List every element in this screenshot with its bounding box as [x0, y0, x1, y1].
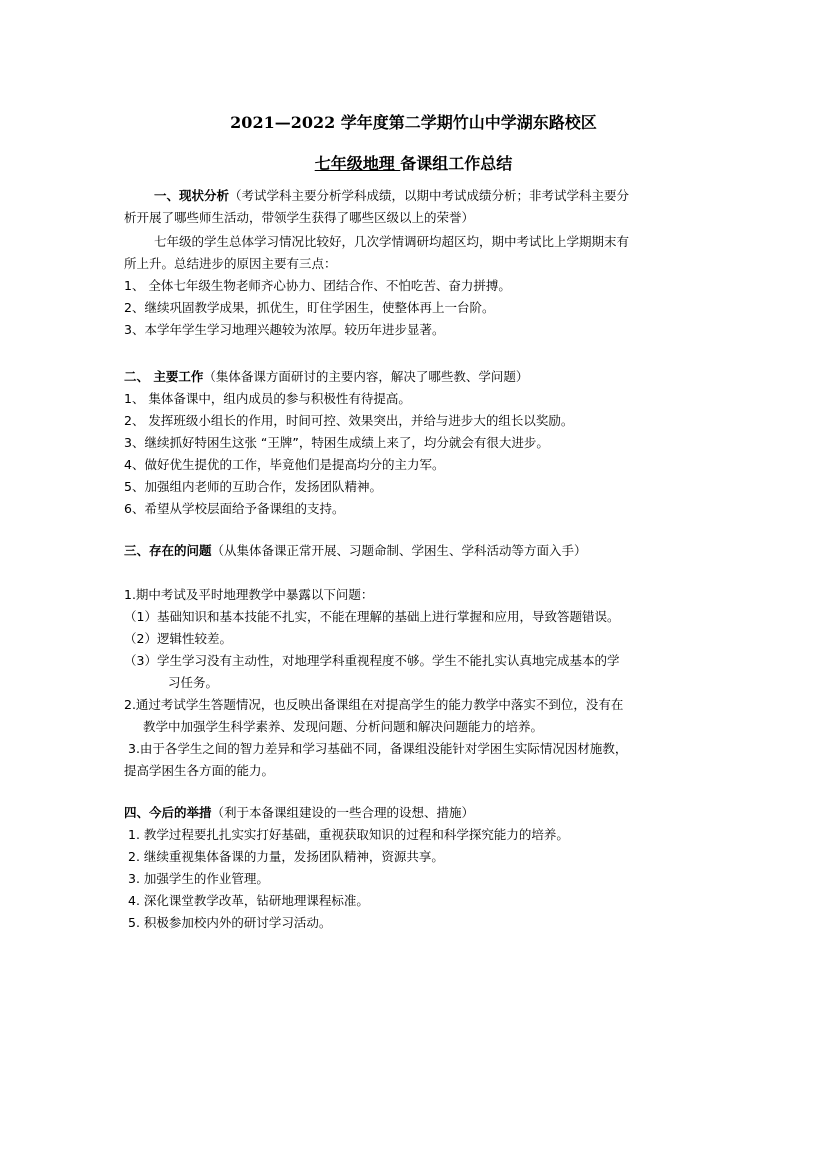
section1-heading: 一、现状分析	[154, 188, 230, 203]
section1-para-1: 七年级的学生总体学习情况比较好，几次学情调研均超区均，期中考试比上学期期末有	[154, 234, 630, 249]
section1-item-3: 3、本学年学生学习地理兴趣较为浓厚。较历年进步显著。	[124, 322, 445, 337]
section2-heading-line	[124, 367, 528, 387]
section3-p1-c-1: （3）学生学习没有主动性，对地理学科重视程度不够。学生不能扎实认真地完成基本的学	[124, 653, 620, 668]
section1-line1	[154, 186, 629, 206]
section3-p1: 1.期中考试及平时地理教学中暴露以下问题：	[124, 587, 374, 602]
section4-note: （利于本备课组建设的一些合理的设想、措施）	[211, 805, 475, 820]
section4-heading-line	[124, 803, 474, 823]
section2-item-6: 6、希望从学校层面给予备课组的支持。	[124, 501, 345, 516]
section3-note: （从集体备课正常开展、习题命制、学困生、学科活动等方面入手）	[211, 543, 587, 558]
section2-item-1: 1、 集体备课中，组内成员的参与积极性有待提高。	[124, 391, 411, 406]
subtitle-underlined: 七年级地理	[314, 154, 401, 173]
section3-p1-a: （1）基础知识和基本技能不扎实，不能在理解的基础上进行掌握和应用，导致答题错误。	[124, 609, 620, 624]
section4-item-2: 2. 继续重视集体备课的力量，发扬团队精神，资源共享。	[128, 849, 444, 864]
document-title: 2021—2022 学年度第二学期竹山中学湖东路校区	[230, 113, 597, 132]
section4-item-3: 3. 加强学生的作业管理。	[128, 871, 269, 886]
section1-para-2: 所上升。总结进步的原因主要有三点：	[124, 256, 337, 271]
section3-p2-2: 教学中加强学生科学素养、发现问题、分析问题和解决问题能力的培养。	[143, 719, 544, 734]
section2-item-3: 3、继续抓好特困生这张 “王牌”，特困生成绩上来了，均分就会有很大进步。	[124, 435, 549, 450]
section4-item-1: 1. 教学过程要扎扎实实打好基础，重视获取知识的过程和科学探究能力的培养。	[128, 827, 569, 842]
document-subtitle	[0, 153, 827, 175]
section2-heading: 二、 主要工作	[124, 369, 204, 384]
section3-p3-1: 3.由于各学生之间的智力差异和学习基础不同，备课组没能针对学困生实际情况因材施教，	[128, 741, 628, 756]
section2-item-4: 4、做好优生提优的工作，毕竟他们是提高均分的主力军。	[124, 457, 445, 472]
section1-note-1: （考试学科主要分析学科成绩，以期中考试成绩分析；非考试学科主要分	[229, 188, 630, 203]
section3-heading: 三、存在的问题	[124, 543, 212, 558]
subtitle-rest: 备课组工作总结	[400, 154, 513, 173]
section3-heading-line	[124, 541, 587, 561]
section3-p3-2: 提高学困生各方面的能力。	[124, 763, 275, 778]
section3-p1-b: （2）逻辑性较差。	[124, 631, 232, 646]
section3-p1-c-2: 习任务。	[168, 675, 219, 690]
section2-item-5: 5、加强组内老师的互助合作，发扬团队精神。	[124, 479, 382, 494]
section4-heading: 四、今后的举措	[124, 805, 212, 820]
section3-p2-1: 2.通过考试学生答题情况，也反映出备课组在对提高学生的能力教学中落实不到位，没有在	[124, 697, 624, 712]
section1-item-2: 2、继续巩固教学成果，抓优生，盯住学困生，使整体再上一台阶。	[124, 300, 495, 315]
section2-note: （集体备课方面研讨的主要内容，解决了哪些教、学问题）	[203, 369, 529, 384]
section2-item-2: 2、 发挥班级小组长的作用，时间可控、效果突出，并给与进步大的组长以奖励。	[124, 413, 574, 428]
section4-item-4: 4. 深化课堂教学改革，钻研地理课程标准。	[128, 893, 369, 908]
section1-note-2: 析开展了哪些师生活动，带领学生获得了哪些区级以上的荣誉）	[124, 210, 475, 225]
section4-item-5: 5. 积极参加校内外的研讨学习活动。	[128, 915, 332, 930]
section1-item-1: 1、 全体七年级生物老师齐心协力、团结合作、不怕吃苦、奋力拼搏。	[124, 278, 511, 293]
